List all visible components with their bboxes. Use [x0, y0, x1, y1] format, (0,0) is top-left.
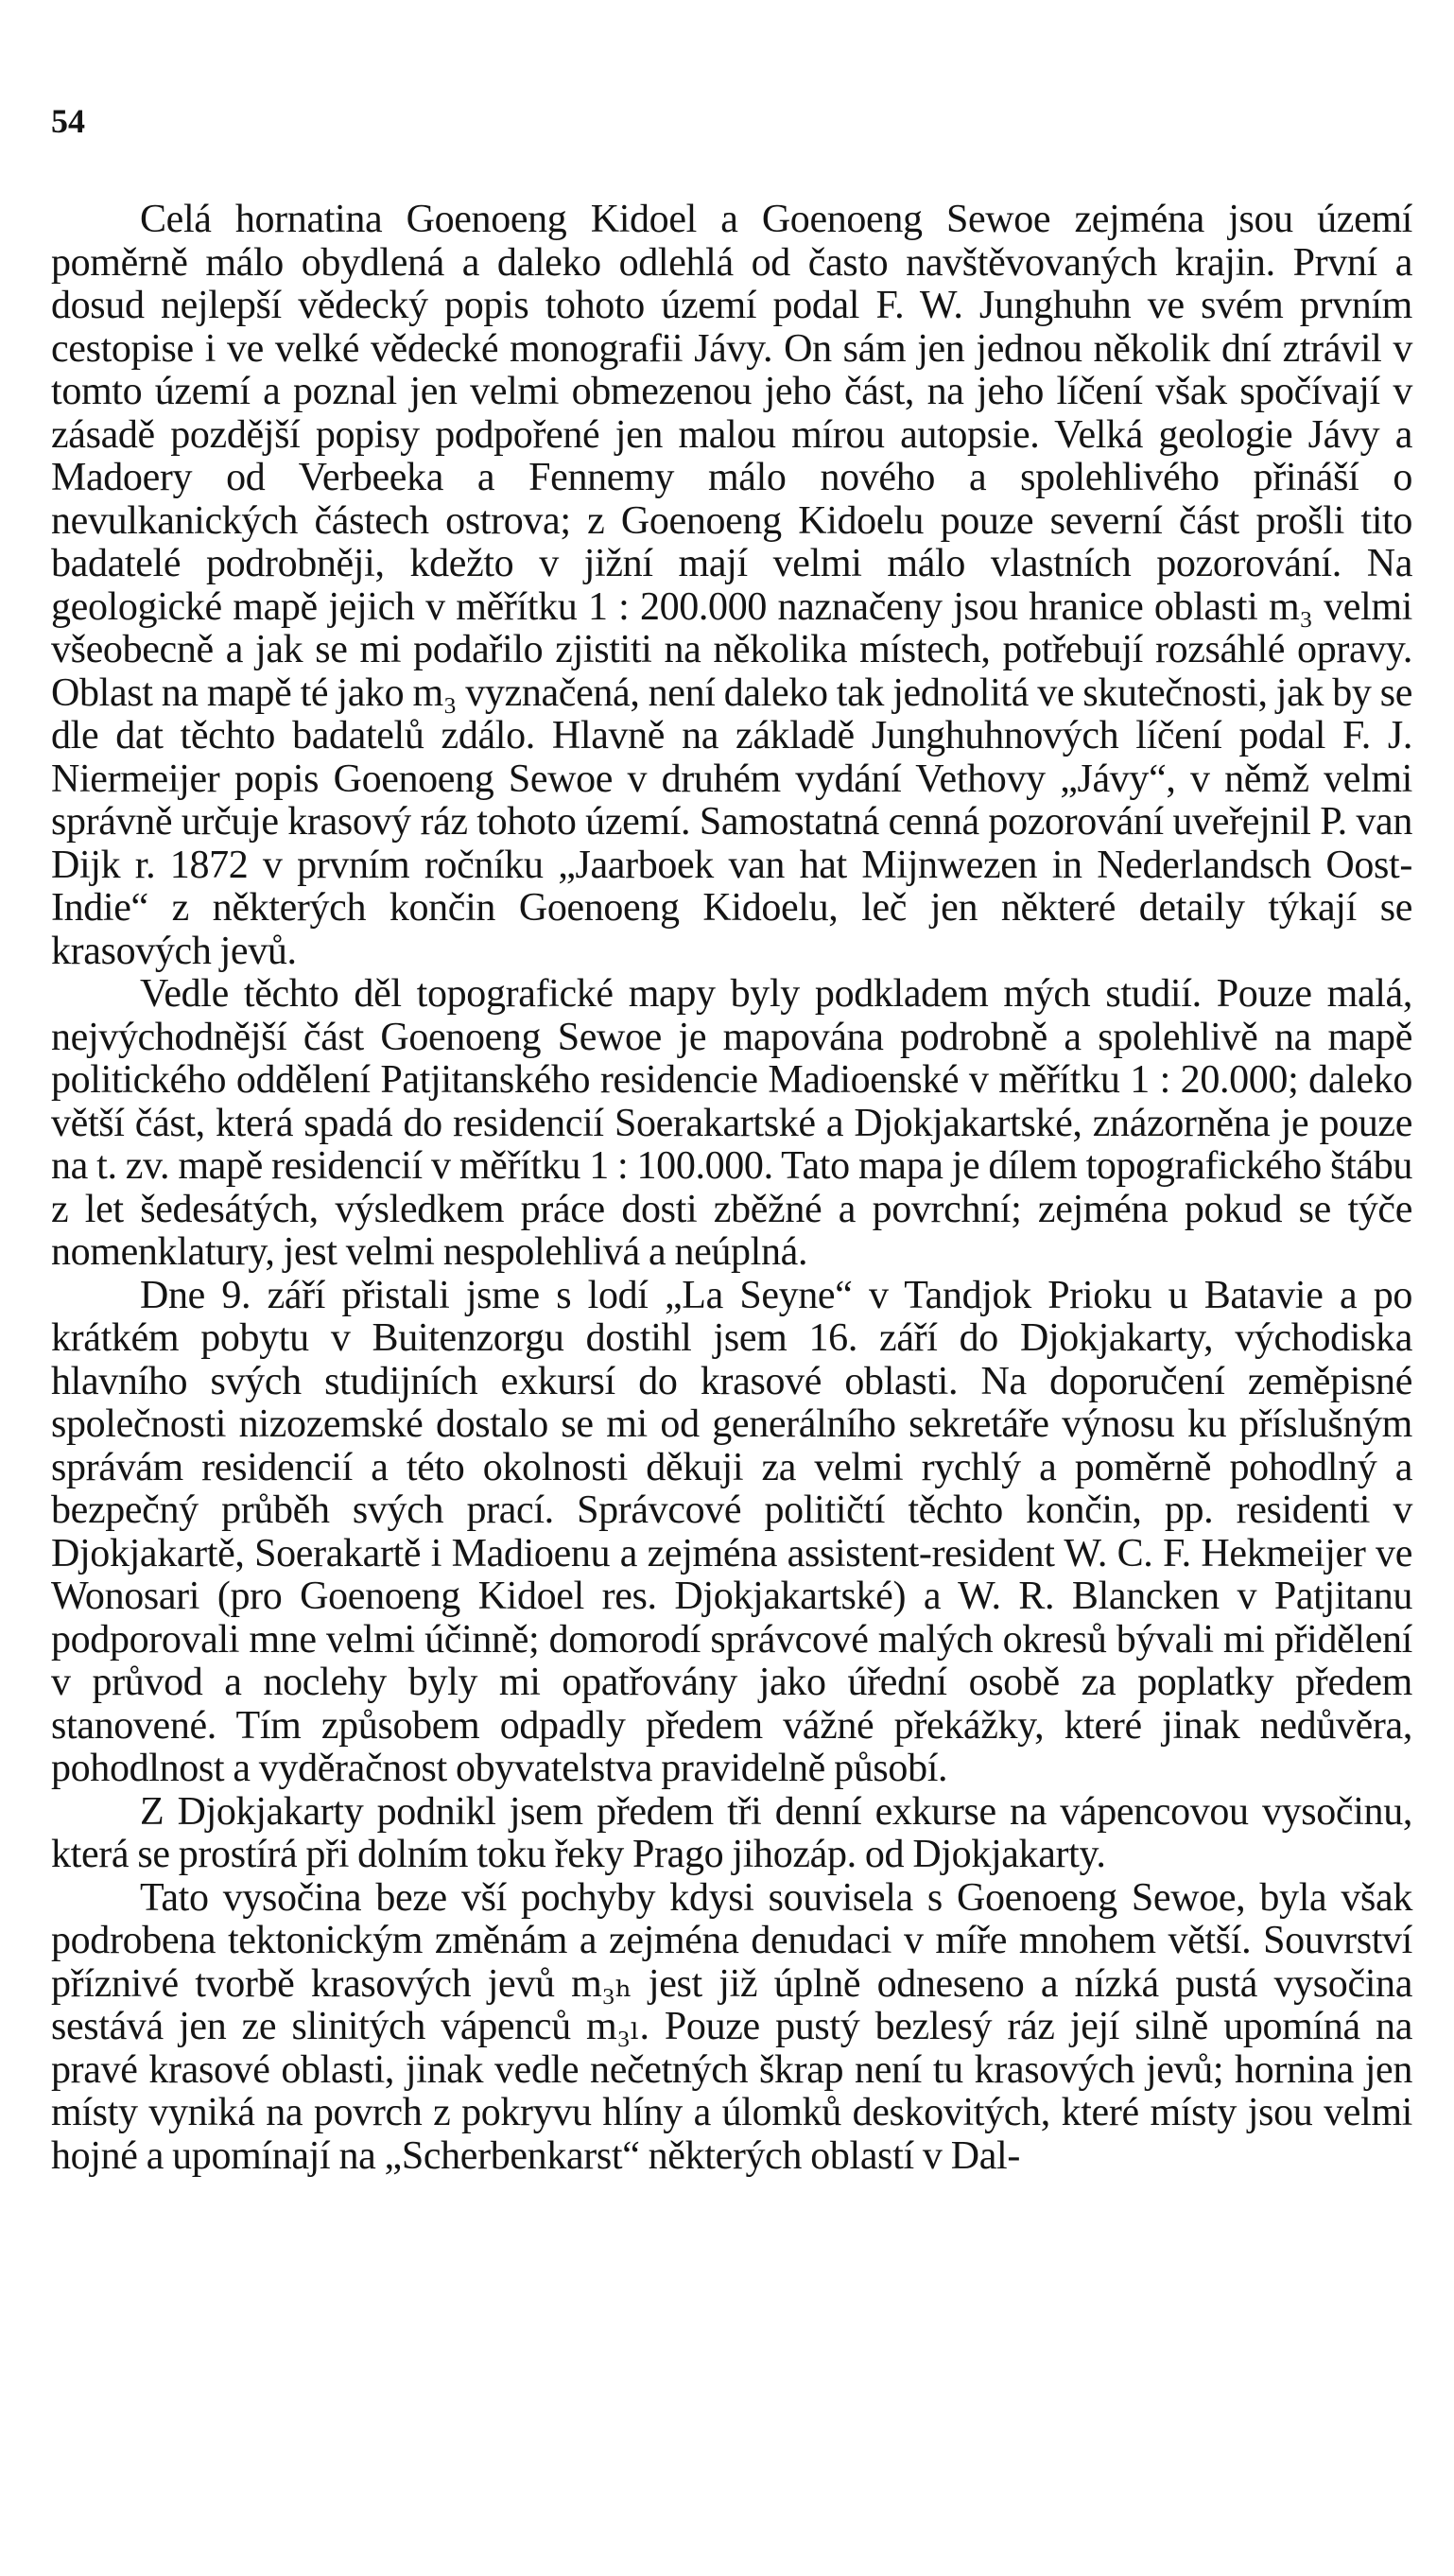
page-number: 54 [51, 102, 85, 140]
paragraph-excursions: Z Djokjakarty podnikl jsem předem tři denní exkurse na vápencovou vysočinu, která se prostírá při dolním toku řeky Prago jihozáp. od Djokjakarty. [51, 1789, 1412, 1876]
paragraph-plateau: Tato vysočina beze vší pochyby kdysi souvisela s Goenoeng Sewoe, byla však podrobena tektonickým změnám a zejména denudaci v míře mnohem větší. Souvrství příznivé tvorbě krasových jevů m₃ₕ jest již úplně odneseno a nízká pustá vysočina sestává jen ze slinitých vápenců m₃ₗ. Pouze pustý bezlesý ráz její silně upomíná na pravé krasové oblasti, jinak vedle nečetných škrap není tu krasových jevů; hornina jen místy vyniká na povrch z pokryvu hlíny a úlomků deskovitých, které místy jsou velmi hojné a upomínají na „Scherbenkarst“ některých oblastí v Dal- [51, 1875, 1412, 2178]
body-text [51, 199, 1412, 2178]
paragraph-journey: Dne 9. září přistali jsme s lodí „La Seyne“ v Tandjok Prioku u Batavie a po krátkém pobytu v Buitenzorgu dostihl jsem 16. září do Djokjakarty, východiska hlavního svých studijních exkursí do krasové oblasti. Na doporučení zeměpisné společnosti nizozemské dostalo se mi od generálního sekretáře výnosu ku příslušným správám residencií a této okolnosti děkuji za velmi rychlý a poměrně pohodlný a bezpečný průběh svých prací. Správcové političtí těchto končin, pp. residenti v Djokjakartě, Soerakartě i Madioenu a zejména assistent-resident W. C. F. Hekmeijer ve Wonosari (pro Goenoeng Kidoel res. Djokjakartské) a W. R. Blancken v Patjitanu podporovali mne velmi účinně; domorodí správcové malých okresů bývali mi přidělení v průvod a noclehy byly mi opatřovány jako úřední osobě za poplatky předem stanovené. Tím způsobem odpadly předem vážné překážky, které jinak nedůvěra, pohodlnost a vyděračnost obyvatelstva pravidelně působí. [51, 1273, 1412, 1790]
paragraph-maps: Vedle těchto děl topografické mapy byly podkladem mých studií. Pouze malá, nejvýchodnější část Goenoeng Sewoe je mapována podrobně a spolehlivě na mapě politického oddělení Patjitanského residencie Madioenské v měřítku 1 : 20.000; daleko větší část, která spadá do residencií Soerakartské a Djokjakartské, znázorněna je pouze na t. zv. mapě residencií v měřítku 1 : 100.000. Tato mapa je dílem topografického štábu z let šedesátých, výsledkem práce dosti zběžné a povrchní; zejména pokud se týče nomenklatury, jest velmi nespolehlivá a neúplná. [51, 972, 1412, 1274]
paragraph-literature: Celá hornatina Goenoeng Kidoel a Goenoeng Sewoe zejména jsou území poměrně málo obydlená a daleko odlehlá od často navštěvovaných krajin. První a dosud nejlepší vědecký popis tohoto území podal F. W. Junghuhn ve svém prvním cestopise i ve velké vědecké monografii Jávy. On sám jen jednou několik dní ztrávil v tomto území a poznal jen velmi obmezenou jeho část, na jeho líčení však spočívají v zásadě pozdější popisy podpořené jen malou mírou autopsie. Velká geologie Jávy a Madoery od Verbeeka a Fennemy málo nového a spolehlivého přináší o nevulkanických částech ostrova; z Goenoeng Kidoelu pouze severní část prošli tito badatelé podrobněji, kdežto v jižní mají velmi málo vlastních pozorování. Na geologické mapě jejich v měřítku 1 : 200.000 naznačeny jsou hranice oblasti m₃ velmi všeobecně a jak se mi podařilo zjistiti na několika místech, potřebují rozsáhlé opravy. Oblast na mapě té jako m₃ vyznačená, není daleko tak jednolitá ve skutečnosti, jak by se dle dat těchto badatelů zdálo. Hlavně na základě Junghuhnových líčení podal F. J. Niermeijer popis Goenoeng Sewoe v druhém vydání Vethovy „Jávy“, v němž velmi správně určuje krasový ráz tohoto území. Samostatná cenná pozorování uveřejnil P. van Dijk r. 1872 v prvním ročníku „Jaarboek van hat Mijnwezen in Nederlandsch Oost-Indie“ z některých končin Goenoeng Kidoelu, leč jen některé detaily týkají se krasových jevů. [51, 198, 1412, 973]
